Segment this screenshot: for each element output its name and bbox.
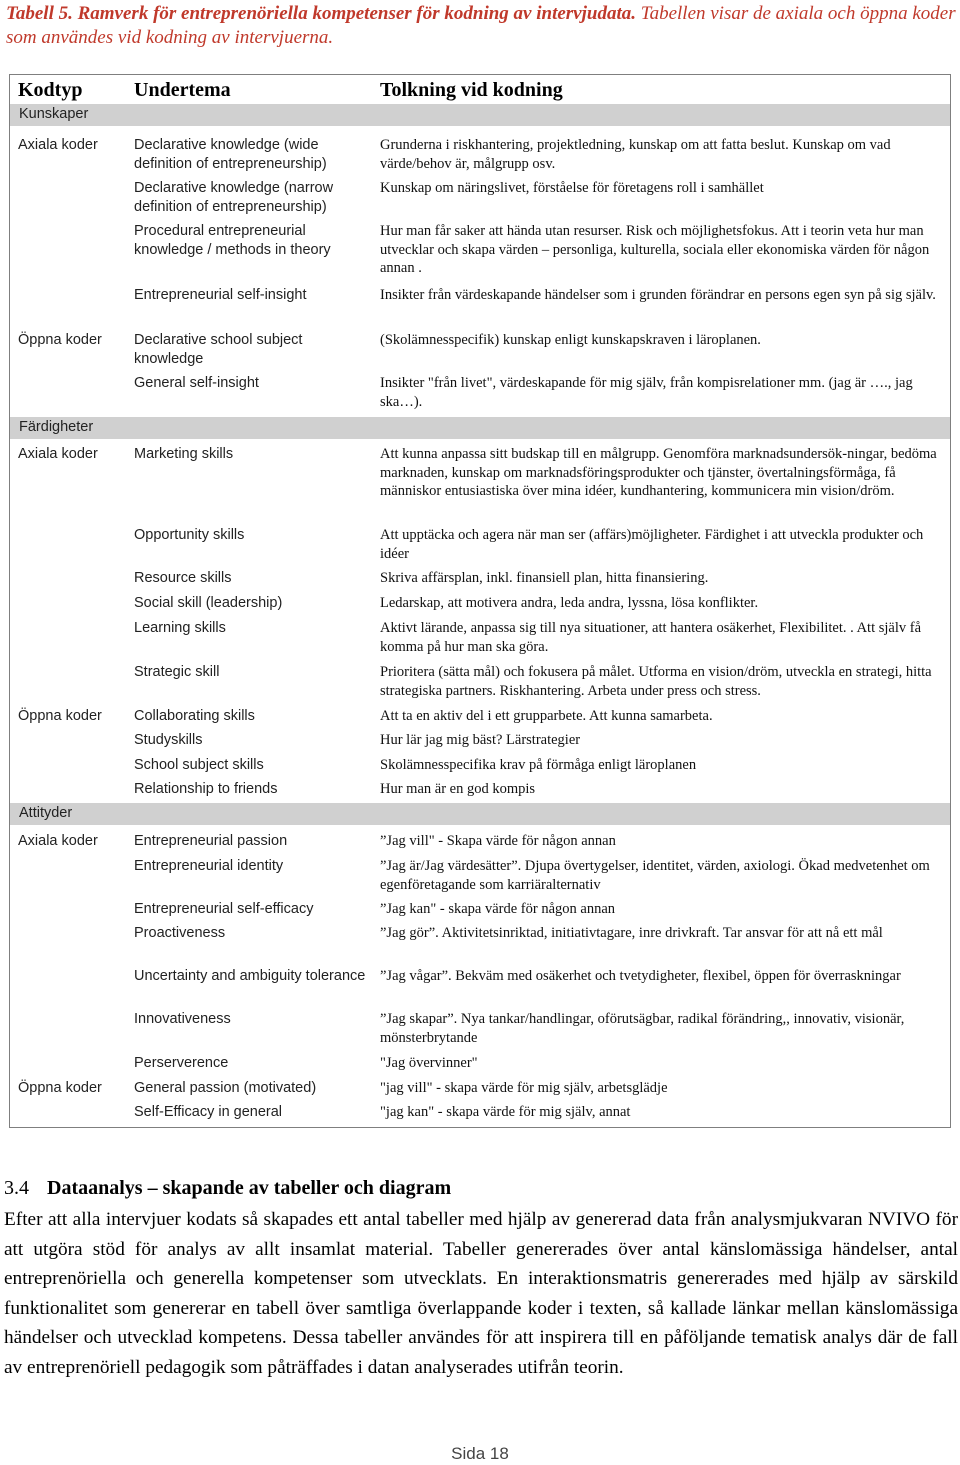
row-theme: Collaborating skills [134,708,255,724]
row-interpretation: (Skolämnesspecifik) kunskap enligt kunskapskraven i läroplanen. [380,332,761,348]
section-number: 3.4 [4,1177,29,1199]
row-interpretation: Insikter "från livet", värdeskapande för mig själv, från kompisrelationer mm. (jag är …., jag ska…). [380,375,913,410]
row-theme: Opportunity skills [134,527,245,543]
section-fardigheter: Färdigheter [19,419,94,435]
header-kodtyp: Kodtyp [18,79,83,101]
section-kunskaper: Kunskaper [19,106,89,122]
row-theme: Self-Efficacy in general [134,1104,283,1120]
page-number: Sida 18 [451,1444,509,1463]
row-code: Axiala koder [18,833,98,849]
row-code: Öppna koder [18,708,102,724]
row-theme: Social skill (leadership) [134,595,283,611]
row-interpretation: Att kunna anpassa sitt budskap till en målgrupp. Genomföra marknadsundersök-ningar, bedöma marknaden, kunskap om marknadsföringsprodukter och tjänster, övertalningsförmåga, få människor entusiastiska över mina idéer, kundhantering, kommunicera min vision/dröm. [380,446,937,499]
row-theme: Perserverence [134,1055,229,1071]
row-theme: Resource skills [134,570,232,586]
section-attityder: Attityder [19,805,73,821]
row-theme: Uncertainty and ambiguity tolerance [134,968,366,984]
row-theme: Studyskills [134,732,203,748]
row-interpretation: "jag kan" - skapa värde för mig själv, annat [380,1104,631,1120]
row-theme: Entrepreneurial self-efficacy [134,901,314,917]
section-band-attityder [10,803,950,825]
row-code: Axiala koder [18,446,98,462]
row-interpretation: Hur man är en god kompis [380,781,536,797]
row-interpretation: ”Jag skapar”. Nya tankar/handlingar, oförutsägbar, radikal förändring,, innovativ, visionär, mönsterbrytande [380,1011,905,1046]
header-tolkning: Tolkning vid kodning [380,79,563,101]
row-theme: Entrepreneurial self-insight [134,287,307,303]
row-interpretation: ”Jag är/Jag värdesätter”. Djupa övertygelser, identitet, värden, axiologi. Ökad medvetenhet om egenföretagande som karriäralternativ [380,858,930,893]
row-interpretation: Grunderna i riskhantering, projektledning, kunskap om att fatta beslut. Kunskap om vad värde/behov är, målgrupp osv. [380,137,891,172]
caption-title: Tabell 5. Ramverk för entreprenöriella kompetenser för kodning av intervjudata. [6,3,636,24]
row-interpretation: Hur man får saker att hända utan resurser. Risk och möjlighetsfokus. Att i teorin veta hur man utvecklar och skapa värden – personliga, kulturella, sociala eller ekonomiska värden för någon annan . [380,223,930,276]
row-theme: General passion (motivated) [134,1080,317,1096]
row-interpretation: ”Jag vågar”. Bekväm med osäkerhet och tvetydigheter, flexibel, öppen för överraskningar [380,968,901,984]
row-interpretation: ”Jag kan" - skapa värde för någon annan [380,901,616,917]
row-interpretation: Att ta en aktiv del i ett grupparbete. Att kunna samarbeta. [380,708,713,724]
row-code: Öppna koder [18,1080,102,1096]
header-undertema: Undertema [134,79,231,101]
row-interpretation: Prioritera (sätta mål) och fokusera på målet. Utforma en vision/dröm, utveckla en strategi, hitta strategiska partners. Riskhantering. Arbeta under press och stress. [380,664,932,699]
row-theme: Procedural entrepreneurial knowledge / methods in theory [134,223,331,258]
row-theme: Entrepreneurial passion [134,833,288,849]
caption-description: Tabellen visar de axiala och öppna koder som användes vid kodning av intervjuerna. [6,3,956,48]
row-theme: Innovativeness [134,1011,231,1027]
row-interpretation: ”Jag gör”. Aktivitetsinriktad, initiativtagare, inre drivkraft. Tar ansvar för att nå ett mål [380,925,883,941]
row-interpretation: Kunskap om näringslivet, förståelse för företagens roll i samhället [380,180,764,196]
row-theme: Entrepreneurial identity [134,858,284,874]
row-theme: Declarative knowledge (narrow definition of entrepreneurship) [134,180,334,215]
row-interpretation: ”Jag vill" - Skapa värde för någon annan [380,833,616,849]
row-theme: Declarative school subject knowledge [134,332,303,367]
section-body-paragraph: Efter att alla intervjuer kodats så skapades ett antal tabeller med hjälp av genererad data från analysmjukvaran NVIVO för att utgöra stöd för analys av allt insamlat material. Tabeller genererades över antal känslomässiga händelser, antal entreprenöriella och generella kompetenser som utvecklats. En interaktionsmatris genererades med hjälp av särskild funktionalitet som genererar en tabell över samtliga överlappande koder i texten, så kallade länkar mellan känslomässiga händelser och utvecklad kompetens. Dessa tabeller användes för att inspirera till en påföljande tematisk analys där de fall av entreprenöriell pedagogik som påträffades i datan analyserades utifrån teorin. [4,1209,958,1378]
row-interpretation: Ledarskap, att motivera andra, leda andra, lyssna, lösa konflikter. [380,595,759,611]
section-heading [4,1177,451,1200]
row-interpretation: Att upptäcka och agera när man ser (affärs)möjligheter. Färdighet i att utveckla produkter och idéer [380,527,924,562]
section-band-kunskaper [10,104,950,126]
row-code: Öppna koder [18,332,102,348]
section-band-fardigheter [10,417,950,439]
row-interpretation: Skolämnesspecifika krav på förmåga enligt läroplanen [380,757,697,773]
row-interpretation: "jag vill" - skapa värde för mig själv, arbetsglädje [380,1080,668,1096]
row-interpretation: Skriva affärsplan, inkl. finansiell plan, hitta finansiering. [380,570,709,586]
row-theme: Marketing skills [134,446,234,462]
row-interpretation: Hur lär jag mig bäst? Lärstrategier [380,732,581,748]
section-title: Dataanalys – skapande av tabeller och diagram [47,1177,452,1199]
row-theme: Declarative knowledge (wide definition of entrepreneurship) [134,137,327,172]
row-theme: General self-insight [134,375,259,391]
table-caption [6,2,956,50]
row-interpretation: Aktivt lärande, anpassa sig till nya situationer, att hantera osäkerhet, Flexibilitet. . Att själv få komma på hur man ska göra. [380,620,922,655]
row-theme: Strategic skill [134,664,220,680]
row-interpretation: Insikter från värdeskapande händelser som i grunden förändrar en persons egen syn på sig själv. [380,287,936,303]
row-theme: School subject skills [134,757,264,773]
row-theme: Proactiveness [134,925,226,941]
row-interpretation: "Jag övervinner" [380,1055,478,1071]
row-theme: Learning skills [134,620,226,636]
row-code: Axiala koder [18,137,98,153]
table-header-row [9,79,951,105]
row-theme: Relationship to friends [134,781,278,797]
